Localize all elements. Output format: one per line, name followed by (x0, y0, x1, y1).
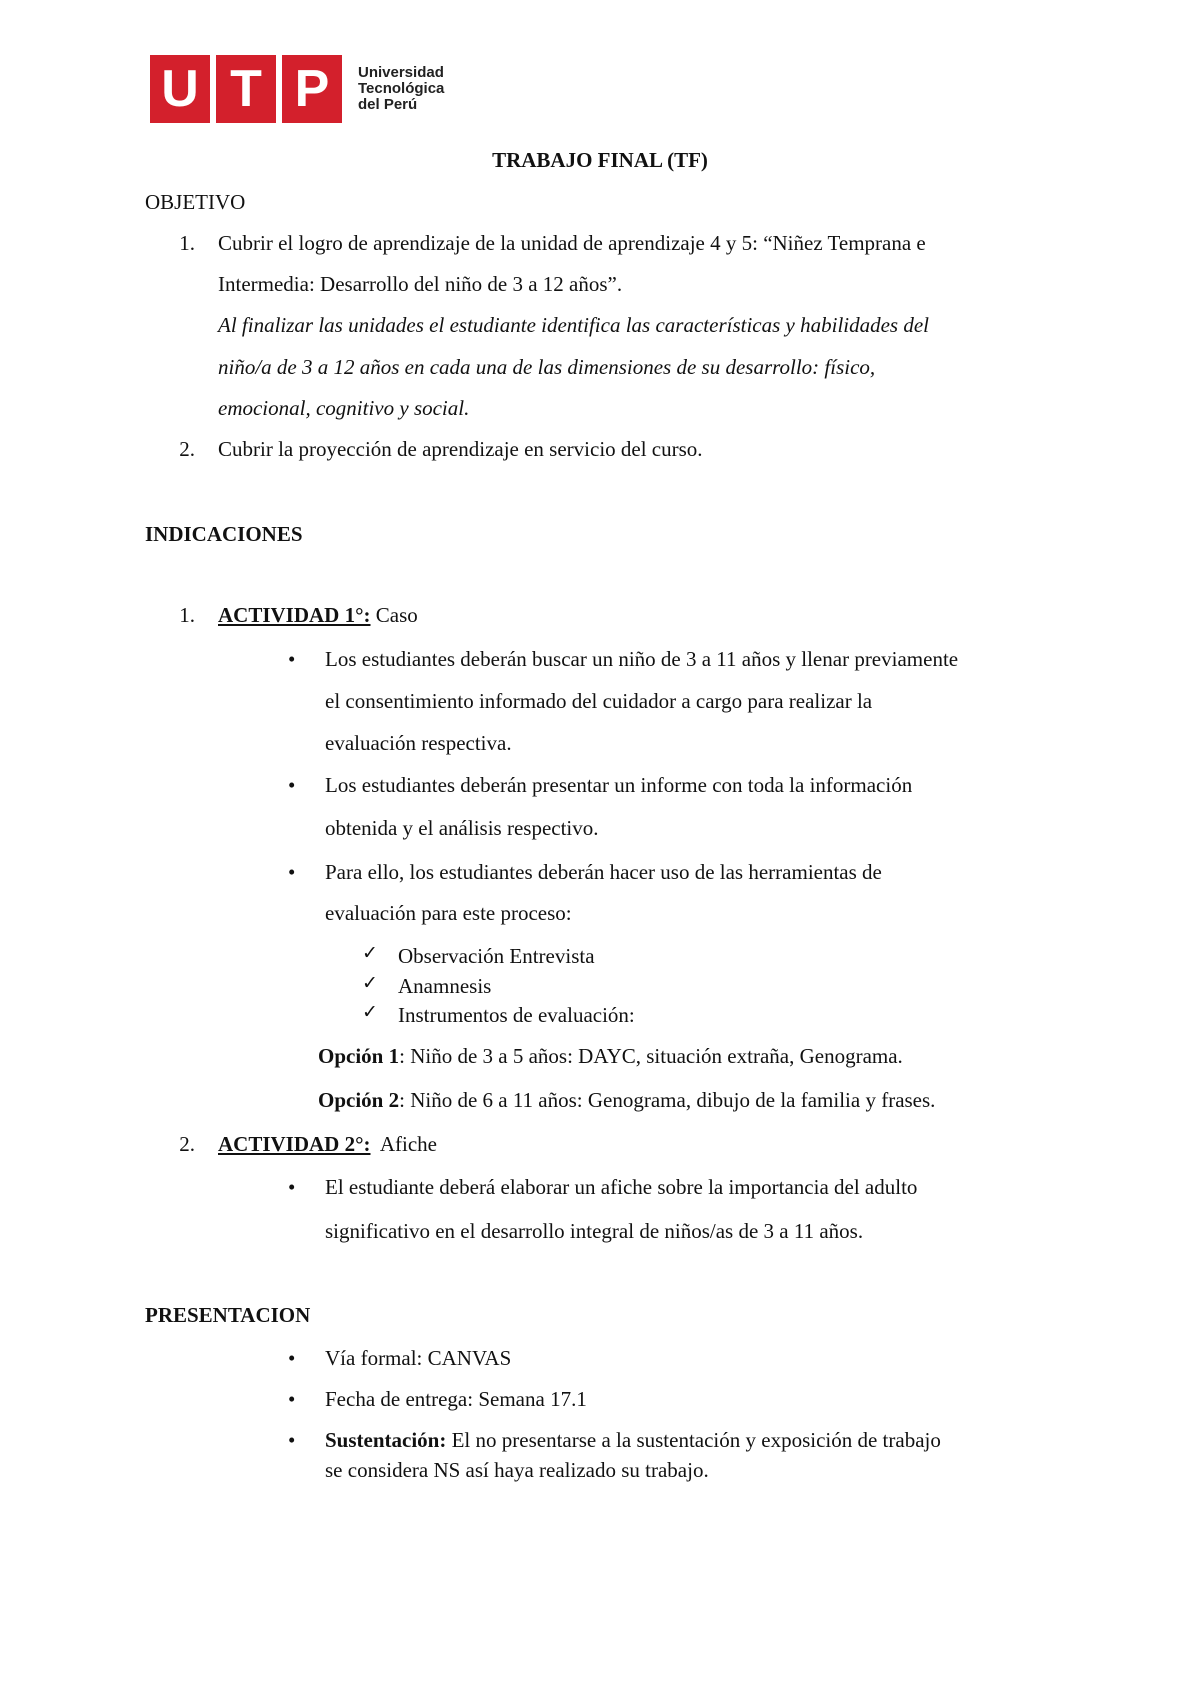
act2-bullet-1-line-2: significativo en el desarrollo integral de niños/as de 3 a 11 años. (325, 1219, 864, 1243)
actividad-2-heading (218, 1132, 437, 1157)
bullet-icon: • (288, 1428, 296, 1452)
objetivo-item-1-number: 1. (179, 231, 195, 255)
opcion-2-label: Opción 2 (318, 1088, 400, 1112)
bullet-icon: • (288, 1346, 296, 1370)
opcion-1-text: : Niño de 3 a 5 años: DAYC, situación extraña, Genograma. (399, 1044, 903, 1068)
actividad-1-label: ACTIVIDAD 1°: (218, 603, 371, 627)
act1-bullet-1-line-3: evaluación respectiva. (325, 731, 512, 755)
opcion-1 (318, 1044, 903, 1069)
act1-bullet-2-line-2: obtenida y el análisis respectivo. (325, 816, 599, 840)
objetivo-italic-line-3: emocional, cognitivo y social. (218, 396, 470, 420)
objetivo-item-2-text: Cubrir la proyección de aprendizaje en servicio del curso. (218, 437, 703, 461)
check-item-1: Observación Entrevista (398, 944, 595, 968)
opcion-1-label: Opción 1 (318, 1044, 400, 1068)
checkmark-icon: ✓ (362, 972, 378, 994)
bullet-icon: • (288, 647, 296, 671)
checkmark-icon: ✓ (362, 942, 378, 964)
bullet-icon: • (288, 773, 296, 797)
logo-line-3: del Perú (358, 96, 418, 113)
bullet-icon: • (288, 1175, 296, 1199)
act1-bullet-1-line-1: Los estudiantes deberán buscar un niño de 3 a 11 años y llenar previamente (325, 647, 959, 671)
indicaciones-heading: INDICACIONES (145, 522, 303, 546)
checkmark-icon: ✓ (362, 1001, 378, 1023)
act1-bullet-3-line-1: Para ello, los estudiantes deberán hacer uso de las herramientas de (325, 860, 882, 884)
presentacion-bullet-3-line-2: se considera NS así haya realizado su trabajo. (325, 1458, 709, 1482)
bullet-icon: • (288, 1387, 296, 1411)
bullet-icon: • (288, 860, 296, 884)
logo-text (358, 65, 444, 113)
objetivo-italic-line-2: niño/a de 3 a 12 años en cada una de las dimensiones de su desarrollo: físico, (218, 355, 876, 379)
logo-letter-t: T (216, 55, 276, 123)
objetivo-item-1-line-1: Cubrir el logro de aprendizaje de la unidad de aprendizaje 4 y 5: “Niñez Temprana e (218, 231, 926, 255)
check-item-3: Instrumentos de evaluación: (398, 1003, 635, 1027)
objetivo-item-2-number: 2. (179, 437, 195, 461)
logo-line-1: Universidad (358, 64, 444, 81)
actividad-1-heading (218, 603, 418, 628)
act1-bullet-1-line-2: el consentimiento informado del cuidador a cargo para realizar la (325, 689, 873, 713)
presentacion-bullet-1: Vía formal: CANVAS (325, 1346, 512, 1370)
act1-bullet-2-line-1: Los estudiantes deberán presentar un informe con toda la información (325, 773, 913, 797)
act2-bullet-1-line-1: El estudiante deberá elaborar un afiche sobre la importancia del adulto (325, 1175, 918, 1199)
sustentacion-label: Sustentación: (325, 1428, 447, 1452)
act1-bullet-3-line-2: evaluación para este proceso: (325, 901, 572, 925)
check-item-2: Anamnesis (398, 974, 492, 998)
presentacion-heading: PRESENTACION (145, 1303, 311, 1327)
objetivo-heading: OBJETIVO (145, 190, 246, 214)
utp-logo (150, 55, 444, 123)
opcion-2-text: : Niño de 6 a 11 años: Genograma, dibujo de la familia y frases. (399, 1088, 936, 1112)
actividad-1-number: 1. (179, 603, 195, 627)
actividad-2-label: ACTIVIDAD 2°: (218, 1132, 371, 1156)
actividad-1-title: Caso (370, 603, 418, 627)
presentacion-bullet-2: Fecha de entrega: Semana 17.1 (325, 1387, 587, 1411)
logo-line-2: Tecnológica (358, 80, 445, 97)
objetivo-italic-line-1: Al finalizar las unidades el estudiante identifica las características y habilidades del (218, 313, 930, 337)
sustentacion-text: El no presentarse a la sustentación y exposición de trabajo (446, 1428, 941, 1452)
document-title: TRABAJO FINAL (TF) (492, 148, 708, 172)
objetivo-item-1-line-2: Intermedia: Desarrollo del niño de 3 a 12 años”. (218, 272, 623, 296)
logo-letter-p: P (282, 55, 342, 123)
actividad-2-number: 2. (179, 1132, 195, 1156)
opcion-2 (318, 1088, 935, 1113)
presentacion-bullet-3 (325, 1428, 941, 1453)
actividad-2-title: Afiche (370, 1132, 437, 1156)
logo-letter-u: U (150, 55, 210, 123)
